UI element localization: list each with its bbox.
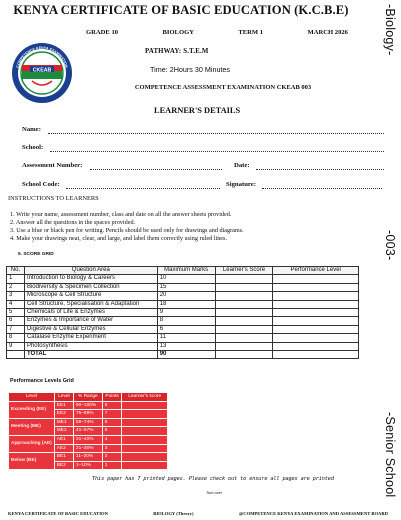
section-title: LEARNER'S DETAILS	[154, 106, 241, 115]
performance-cell: 58–74%	[73, 418, 102, 427]
learner-performance-score-cell[interactable]	[122, 401, 168, 410]
logo-inner-text: CKEAB	[32, 67, 52, 74]
table-cell: 2	[7, 283, 25, 291]
date-field[interactable]	[256, 169, 384, 170]
performance-cell: 11–20%	[73, 453, 102, 462]
performance-cell: 6	[102, 418, 122, 427]
footer-right: @COMPETENCE KENYA EXAMINATION AND ASSESSMENT BOARD	[238, 511, 388, 516]
learner-score-cell[interactable]	[215, 317, 273, 325]
exam-name: COMPETENCE ASSESSMENT EXAMINATION CKEAB 003	[134, 84, 312, 91]
performance-cell: 4	[102, 435, 122, 444]
table-row	[7, 275, 359, 283]
performance-level-cell[interactable]	[273, 317, 359, 325]
score-grid-label: 5. SCORE GRID	[18, 252, 54, 257]
side-label-level: -Senior School	[383, 412, 397, 498]
time-label: Time: 2Hours 30 Minutes	[150, 65, 231, 74]
performance-cell: 1	[102, 461, 122, 470]
column-header: Maximum Marks	[157, 267, 215, 275]
table-cell: 10	[157, 275, 215, 283]
table-cell: Microscope & Cell Structure	[24, 292, 157, 300]
score-table-header-row	[7, 267, 359, 275]
table-cell: 18	[157, 300, 215, 308]
column-header: No.	[7, 267, 25, 275]
table-cell	[7, 351, 25, 359]
printed-pages-note: This paper has 7 printed pages. Please check out to ensure all pages are printed	[92, 476, 334, 482]
learner-score-cell[interactable]	[215, 334, 273, 342]
table-cell: 6	[157, 325, 215, 333]
table-cell: 3	[7, 292, 25, 300]
school-field[interactable]	[50, 151, 384, 152]
performance-cell: AE2	[54, 444, 73, 453]
table-row	[7, 325, 359, 333]
level-group-name: Below (BE)	[9, 453, 55, 470]
signature-field-label: Signature:	[226, 181, 256, 188]
performance-cell: 2	[102, 453, 122, 462]
signature-field[interactable]	[262, 188, 382, 189]
table-row	[7, 317, 359, 325]
performance-grid-header-row	[9, 393, 168, 402]
table-cell: 20	[157, 292, 215, 300]
performance-cell: BE2	[54, 461, 73, 470]
table-row	[7, 292, 359, 300]
performance-cell: 90–100%	[73, 401, 102, 410]
table-cell: 7	[7, 325, 25, 333]
learner-score-cell[interactable]	[215, 292, 273, 300]
table-cell: 4	[7, 300, 25, 308]
performance-row	[9, 435, 168, 444]
column-header: Performance Level	[273, 267, 359, 275]
performance-cell: 21–30%	[73, 444, 102, 453]
table-cell: 1	[7, 275, 25, 283]
exam-title: KENYA CERTIFICATE OF BASIC EDUCATION (K.C.B.E)	[13, 3, 349, 17]
column-header: % Range	[73, 393, 102, 402]
side-label-subject: -Biology-	[383, 4, 397, 56]
performance-cell: 7	[102, 410, 122, 419]
table-cell: Photosynthesis	[24, 342, 157, 350]
learner-performance-score-cell[interactable]	[122, 435, 168, 444]
column-header: Learner's Score	[215, 267, 273, 275]
performance-cell: 3	[102, 444, 122, 453]
column-header: Level	[9, 393, 55, 402]
page-footer	[8, 511, 388, 516]
table-row	[7, 334, 359, 342]
table-cell: 13	[157, 342, 215, 350]
school-code-field-label: School Code:	[22, 181, 60, 188]
performance-cell: BE1	[54, 453, 73, 462]
name-field-label: Name:	[22, 126, 41, 133]
footer-left: KENYA CERTIFICATE OF BASIC EDUCATION	[8, 511, 108, 516]
learner-score-cell[interactable]	[215, 300, 273, 308]
instruction-item: 1. Write your name, assessment number, class and date on all the answer sheets provided.	[10, 211, 232, 218]
learner-performance-score-cell[interactable]	[122, 461, 168, 470]
performance-cell: 41–57%	[73, 427, 102, 436]
performance-level-cell[interactable]	[273, 325, 359, 333]
footer-middle: BIOLOGY (Theory)	[153, 511, 194, 516]
assessment-number-field[interactable]	[90, 169, 222, 170]
assessment-number-field-label: Assessment Number:	[22, 162, 83, 169]
performance-row	[9, 453, 168, 462]
performance-cell: EE2	[54, 410, 73, 419]
table-cell: 8	[157, 317, 215, 325]
performance-row	[9, 418, 168, 427]
performance-level-cell[interactable]	[273, 334, 359, 342]
table-row	[7, 342, 359, 350]
turn-over-note: Turn over	[206, 491, 222, 495]
total-label: TOTAL	[24, 351, 157, 359]
performance-cell: 8	[102, 401, 122, 410]
pathway-label: PATHWAY: S.T.E.M	[145, 48, 209, 55]
performance-grid-table	[8, 392, 168, 470]
date-field-label: Date:	[234, 162, 250, 169]
performance-cell: EE1	[54, 401, 73, 410]
total-performance-cell[interactable]	[273, 351, 359, 359]
table-cell: Cell Structure, Specialisation & Adaptation	[24, 300, 157, 308]
table-cell: Chemicals of Life & Enzymes	[24, 309, 157, 317]
learner-performance-score-cell[interactable]	[122, 453, 168, 462]
table-cell: 15	[157, 283, 215, 291]
level-group-name: Exceeding (EE)	[9, 401, 55, 418]
school-field-label: School:	[22, 144, 44, 151]
table-row	[7, 300, 359, 308]
table-cell: Catalase Enzyme Experiment	[24, 334, 157, 342]
performance-cell: 75–89%	[73, 410, 102, 419]
table-row	[7, 283, 359, 291]
column-header: Level	[54, 393, 73, 402]
total-value: 90	[157, 351, 215, 359]
learner-score-cell[interactable]	[215, 342, 273, 350]
performance-cell: 5	[102, 427, 122, 436]
performance-grid-title: Performance Levels Grid	[10, 378, 74, 384]
table-cell: 8	[7, 334, 25, 342]
level-group-name: Meeting (ME)	[9, 418, 55, 435]
performance-level-cell[interactable]	[273, 300, 359, 308]
term-label: TERM 1	[238, 29, 264, 36]
side-label-code: -003-	[383, 230, 397, 261]
table-cell: Introduction to Biology & Careers	[24, 275, 157, 283]
school-code-field[interactable]	[66, 188, 220, 189]
table-cell: Enzymes & Importance of Water	[24, 317, 157, 325]
table-row	[7, 309, 359, 317]
performance-cell: ME2	[54, 427, 73, 436]
total-learner-score-cell[interactable]	[215, 351, 273, 359]
instruction-item: 4. Make your drawings neat, clear, and large, and label them correctly using ruled lines.	[10, 235, 227, 243]
table-cell: Biodiversity & Specimen Collection	[24, 283, 157, 291]
column-header: Points	[102, 393, 122, 402]
learner-performance-score-cell[interactable]	[122, 444, 168, 453]
instructions-list	[10, 211, 244, 243]
column-header: Learner's score	[122, 393, 168, 402]
logo-outer-text: COMPETENCE KENYA EXAMINATION	[15, 45, 69, 69]
table-cell: 11	[157, 334, 215, 342]
learner-score-cell[interactable]	[215, 275, 273, 283]
table-cell: 5	[7, 309, 25, 317]
date-label: MARCH 2026	[307, 29, 348, 36]
performance-cell: ME1	[54, 418, 73, 427]
instruction-item: 3. Use a blue or black pen for writing. Pencils should be used only for drawings and diagrams.	[10, 227, 244, 235]
name-field[interactable]	[48, 133, 384, 134]
table-cell: 9	[157, 309, 215, 317]
grade-label: GRADE 10	[86, 29, 119, 36]
performance-cell: AE1	[54, 435, 73, 444]
learner-performance-score-cell[interactable]	[122, 418, 168, 427]
instructions-title: INSTRUCTIONS TO LEARNERS	[8, 195, 99, 202]
instruction-item: 2. Answer all the questions in the spaces provided.	[10, 219, 136, 227]
subject-label: BIOLOGY	[162, 29, 194, 36]
performance-level-cell[interactable]	[273, 275, 359, 283]
table-cell: 9	[7, 342, 25, 350]
learner-score-cell[interactable]	[215, 283, 273, 291]
learner-score-cell[interactable]	[215, 325, 273, 333]
learner-performance-score-cell[interactable]	[122, 427, 168, 436]
score-table	[6, 266, 359, 359]
performance-cell: 1–10%	[73, 461, 102, 470]
table-cell: 6	[7, 317, 25, 325]
performance-level-cell[interactable]	[273, 283, 359, 291]
total-row	[7, 351, 359, 359]
performance-cell: 31–40%	[73, 435, 102, 444]
performance-level-cell[interactable]	[273, 292, 359, 300]
performance-row	[9, 401, 168, 410]
exam-meta-row	[86, 29, 348, 36]
board-logo-graphic	[10, 41, 74, 105]
level-group-name: Approaching (AE)	[9, 435, 55, 452]
column-header: Question Area	[24, 267, 157, 275]
board-logo	[10, 41, 74, 105]
performance-level-cell[interactable]	[273, 342, 359, 350]
table-cell: Digestive & Cellular Enzymes	[24, 325, 157, 333]
learner-performance-score-cell[interactable]	[122, 410, 168, 419]
learner-score-cell[interactable]	[215, 309, 273, 317]
performance-level-cell[interactable]	[273, 309, 359, 317]
